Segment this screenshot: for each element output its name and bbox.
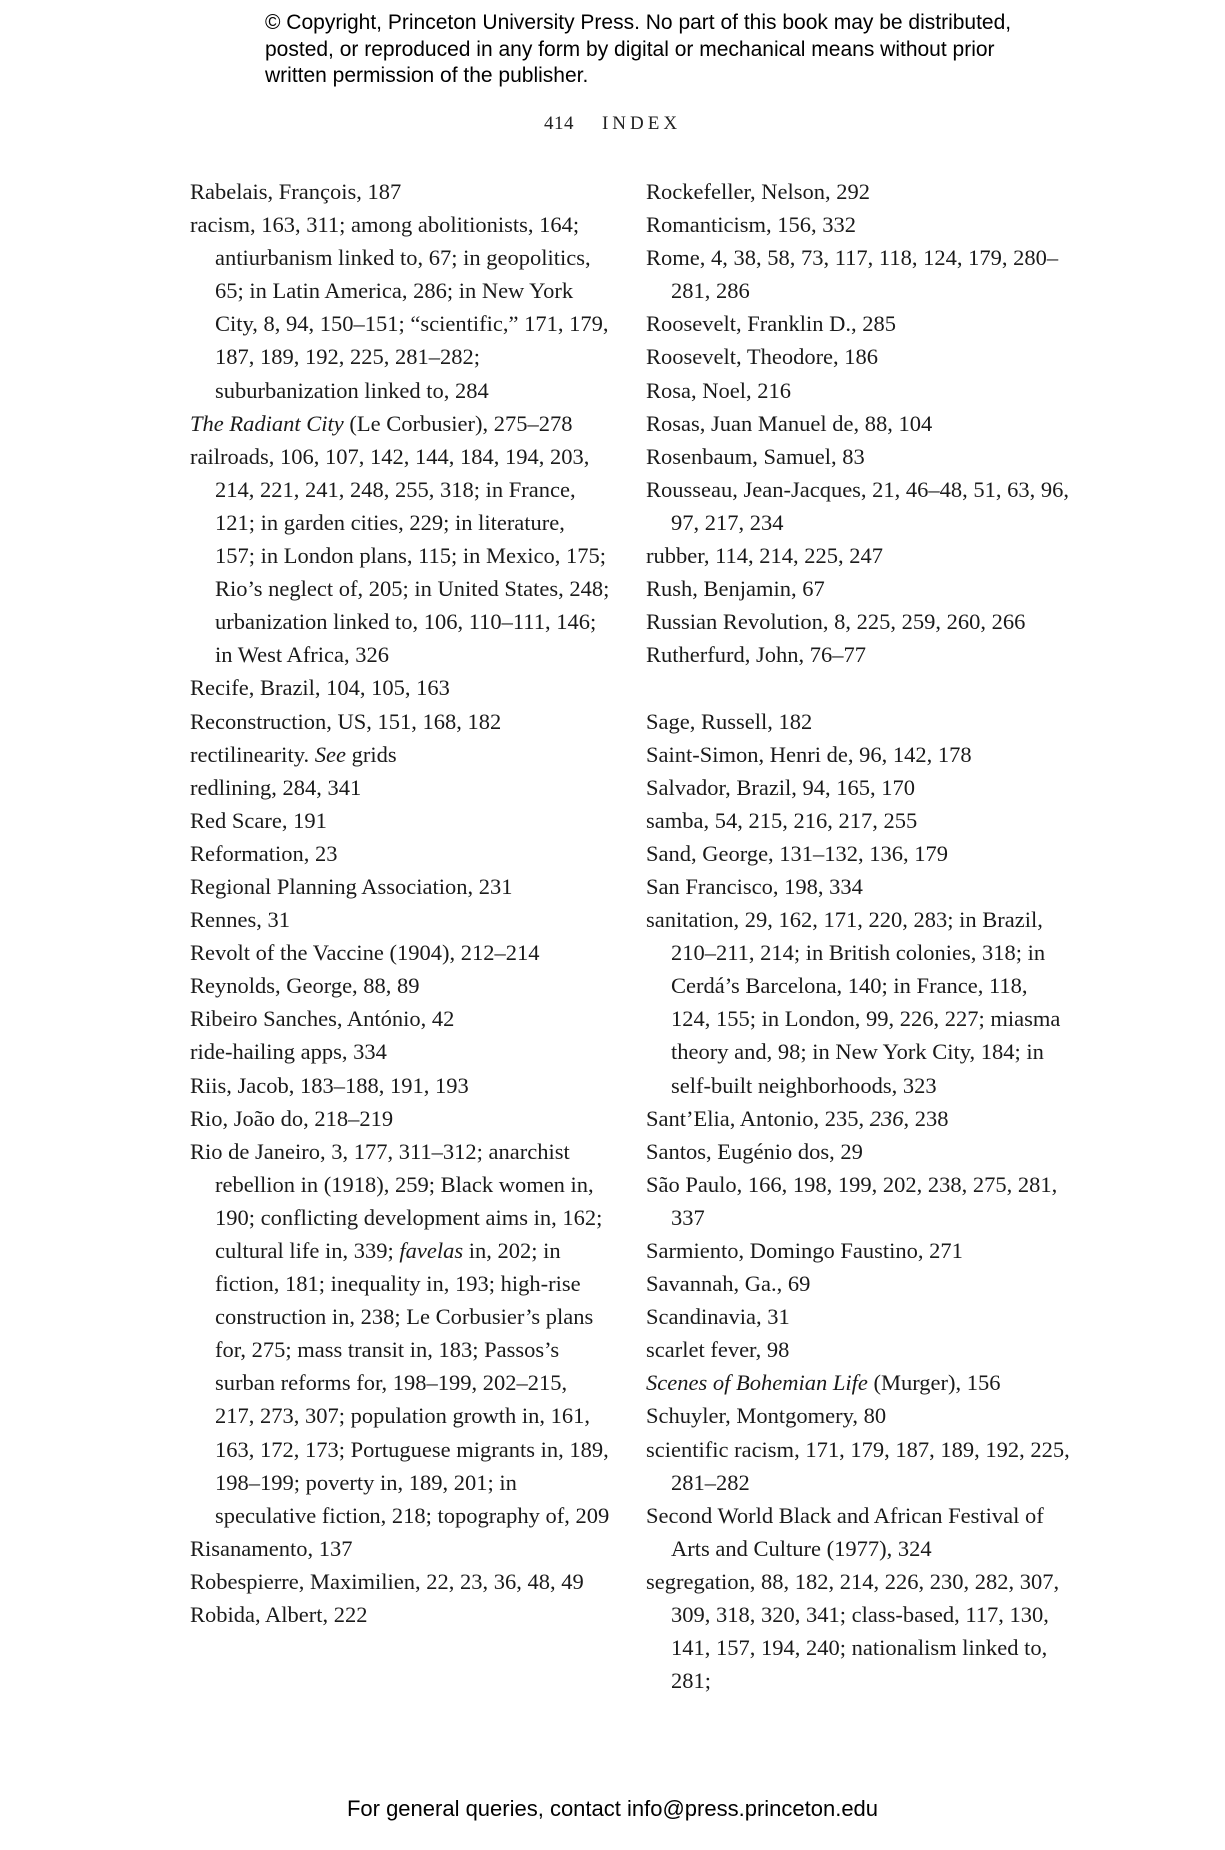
index-entry: rubber, 114, 214, 225, 247 [646, 543, 883, 569]
index-entry: Red Scare, 191 [190, 807, 327, 833]
index-entry: Scandinavia, 31 [646, 1304, 790, 1330]
index-entry: racism, 163, 311; among abolitionists, 164; antiurbanism linked to, 67; in geopolitics, 65; in Latin America, 286; in New York City, 8, 94, 150–151; “scientific,” 171, 179, 187, 189, 192, 225, 281–282; suburbanization linked to, 284 [190, 212, 609, 403]
index-entry: Rosa, Noel, 216 [646, 377, 791, 403]
index-entry: redlining, 284, 341 [190, 774, 362, 800]
index-entry: scarlet fever, 98 [646, 1337, 790, 1363]
index-entry [190, 1135, 610, 1532]
index-entry: Salvador, Brazil, 94, 165, 170 [646, 774, 916, 800]
index-entry [190, 738, 610, 771]
index-entry: Ribeiro Sanches, António, 42 [190, 1006, 455, 1032]
index-entry: Riis, Jacob, 183–188, 191, 193 [190, 1072, 469, 1098]
index-entry [646, 1102, 1071, 1135]
running-head [0, 113, 1225, 135]
index-entry: Revolt of the Vaccine (1904), 212–214 [190, 940, 540, 966]
italic-term: favelas [399, 1238, 464, 1263]
index-entry: scientific racism, 171, 179, 187, 189, 192, 225, 281–282 [646, 1436, 1070, 1495]
index-entry-pre: rectilinearity. [190, 741, 315, 767]
italic-page-ref: 236 [869, 1105, 904, 1131]
index-entry: Rabelais, François, 187 [190, 179, 402, 204]
index-entry: Schuyler, Montgomery, 80 [646, 1403, 887, 1429]
index-entry: Sarmiento, Domingo Faustino, 271 [646, 1238, 963, 1263]
index-entry: Rockefeller, Nelson, 292 [646, 179, 871, 204]
index-column-left [190, 175, 610, 1631]
index-entry: São Paulo, 166, 198, 199, 202, 238, 275, 281, 337 [646, 1171, 1058, 1230]
index-entry-pre: Rio de Janeiro, 3, 177, 311–312; anarchist rebellion in (1918), 259; Black women in, 190; conflicting development aims in, 162; cultural life in, 339; [190, 1138, 603, 1263]
index-entry [646, 1366, 1071, 1399]
index-entry: Rousseau, Jean-Jacques, 21, 46–48, 51, 63, 96, 97, 217, 234 [646, 476, 1070, 535]
index-entry: Rutherfurd, John, 76–77 [646, 642, 866, 668]
index-entry: Robespierre, Maximilien, 22, 23, 36, 48, 49 [190, 1568, 584, 1594]
index-entry: railroads, 106, 107, 142, 144, 184, 194, 203, 214, 221, 241, 248, 255, 318; in France, 121; in garden cities, 229; in literature, 157; in London plans, 115; in Mexico, 175; Rio’s neglect of, 205; in United States, 248; urbanization linked to, 106, 110–111, 146; in West Africa, 326 [190, 443, 610, 668]
section-title: INDEX [601, 113, 682, 134]
index-entry: Rome, 4, 38, 58, 73, 117, 118, 124, 179, 280–281, 286 [646, 245, 1059, 304]
letter-section-gap [646, 671, 1071, 704]
page-number: 414 [543, 113, 574, 134]
index-entry: Second World Black and African Festival of Arts and Culture (1977), 324 [646, 1502, 1044, 1561]
index-entry: Sand, George, 131–132, 136, 179 [646, 840, 949, 866]
copyright-notice: © Copyright, Princeton University Press. No part of this book may be distributed, posted, or reproduced in any form by digital or mechanical means without prior written permission of the publisher. [265, 11, 1012, 87]
index-entry: segregation, 88, 182, 214, 226, 230, 282, 307, 309, 318, 320, 341; class-based, 117, 130, 141, 157, 194, 240; nationalism linked to, 281; [646, 1568, 1060, 1694]
index-entry: Reynolds, George, 88, 89 [190, 973, 420, 999]
index-entry-rest: (Murger), 156 [867, 1370, 1001, 1396]
index-entry-rest: (Le Corbusier), 275–278 [343, 410, 573, 436]
index-column-right [646, 175, 1071, 1697]
index-entry: Rush, Benjamin, 67 [646, 576, 825, 602]
index-entry: Rennes, 31 [190, 907, 290, 933]
index-entry [190, 407, 610, 440]
index-entry: San Francisco, 198, 334 [646, 873, 863, 899]
index-entry: Sage, Russell, 182 [646, 708, 813, 734]
index-entry: Saint-Simon, Henri de, 96, 142, 178 [646, 741, 972, 767]
index-entry: Russian Revolution, 8, 225, 259, 260, 266 [646, 609, 1026, 635]
index-entry-post: grids [345, 741, 397, 767]
index-entry: Rio, João do, 218–219 [190, 1105, 394, 1131]
index-entry-pre: Sant’Elia, Antonio, 235, [646, 1105, 870, 1131]
index-entry: Recife, Brazil, 104, 105, 163 [190, 675, 450, 701]
index-entry: ride-hailing apps, 334 [190, 1039, 387, 1065]
index-entry: Regional Planning Association, 231 [190, 873, 513, 899]
footer-contact: For general queries, contact info@press.princeton.edu [346, 1796, 879, 1821]
index-entry-post: , 238 [903, 1105, 949, 1131]
index-entry: Savannah, Ga., 69 [646, 1271, 811, 1297]
index-entry: Rosas, Juan Manuel de, 88, 104 [646, 410, 933, 436]
index-entry: Risanamento, 137 [190, 1535, 353, 1561]
index-entry: samba, 54, 215, 216, 217, 255 [646, 807, 918, 833]
index-entry: Reconstruction, US, 151, 168, 182 [190, 708, 502, 734]
index-entry: Robida, Albert, 222 [190, 1602, 368, 1628]
index-entry: Roosevelt, Franklin D., 285 [646, 311, 896, 337]
book-title: Scenes of Bohemian Life [646, 1370, 868, 1396]
index-entry-post: in, 202; in fiction, 181; inequality in, 193; high-rise construction in, 238; Le Corbusier’s plans for, 275; mass transit in, 183; Passos’s surban reforms for, 198–199, 202–215, 217, 273, 307; population growth in, 161, 163, 172, 173; Portuguese migrants in, 189, 198–199; poverty in, 189, 201; in speculative fiction, 218; topography of, 209 [215, 1238, 610, 1528]
book-title: The Radiant City [190, 410, 344, 436]
index-entry: Roosevelt, Theodore, 186 [646, 344, 879, 370]
index-entry: Santos, Eugénio dos, 29 [646, 1138, 863, 1164]
index-entry: Reformation, 23 [190, 840, 338, 866]
index-entry: sanitation, 29, 162, 171, 220, 283; in Brazil, 210–211, 214; in British colonies, 318; in Cerdá’s Barcelona, 140; in France, 118, 124, 155; in London, 99, 226, 227; miasma theory and, 98; in New York City, 184; in self-built neighborhoods, 323 [646, 907, 1061, 1098]
index-entry: Rosenbaum, Samuel, 83 [646, 443, 865, 469]
cross-reference: See [314, 741, 346, 767]
index-entry: Romanticism, 156, 332 [646, 212, 856, 238]
